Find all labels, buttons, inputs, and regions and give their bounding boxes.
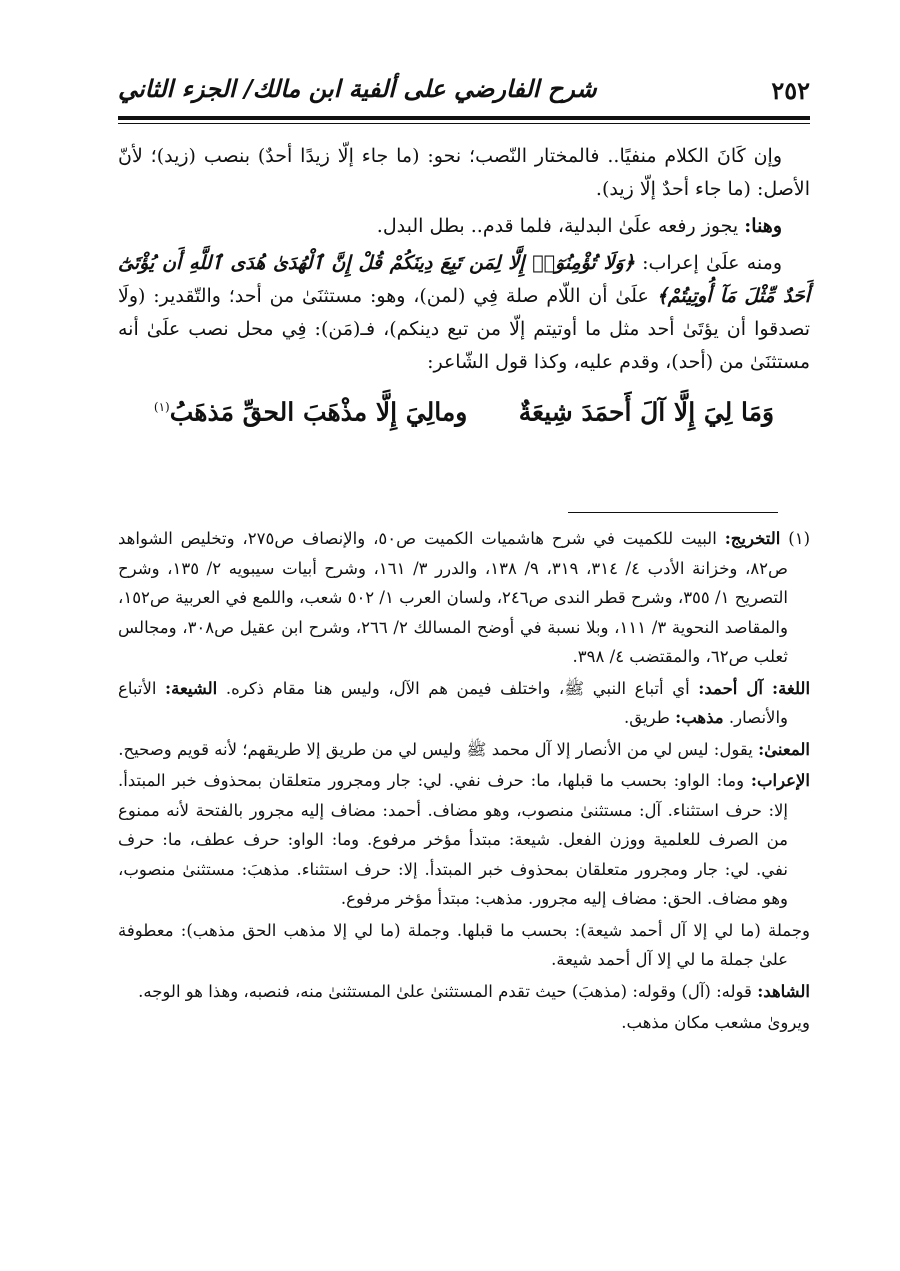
paragraph-huna — [118, 210, 810, 243]
irab-text: وما: الواو: بحسب ما قبلها، ما: حرف نفي. لي: جار ومجرور متعلقان بمحذوف خبر المبتدأ. إلا: حرف استثناء. آل: مستثنىٰ منصوب، وهو مضاف. أحمد: مضاف إليه مجرور بالفتحة لأنه ممنوع من الصرف للعلمية ووزن الفعل. شيعة: مبتدأ مؤخر مرفوع. وما: الواو: حرف عطف، ما: حرف نفي. لي: جار ومجرور متعلقان بمحذوف خبر المبتدأ. إلا: حرف استثناء. مذهبَ: مستثنىٰ منصوب، وهو مضاف. الحق: مضاف إليه مجرور. مذهب: مبتدأ مؤخر مرفوع. — [118, 771, 788, 908]
main-text — [118, 140, 810, 428]
text-explanation: علَىٰ أن اللّام صلة فِي (لمن)، وهو: مستثنَىٰ من أحد؛ والتّقدير: (ولَا تصدقوا أن يؤتَىٰ أحد مثل ما أوتيتم إلّا من تبع دينكم)، فـ(مَن): فِي محل نصب علَىٰ أنه مستثنَىٰ من (أحد)، وقدم عليه، وكذا قول الشّاعر: — [118, 285, 810, 373]
verse-first-hemistich: وَمَا لِيَ إِلَّا آلَ أَحمَدَ شِيعَةٌ — [518, 397, 775, 427]
footnote-marker[interactable]: (١) — [153, 400, 170, 414]
paragraph-nafy: وإن كَانَ الكلام منفيًا.. فالمختار النّصب؛ نحو: (ما جاء إلّا زيدًا أحدٌ) بنصب (زيد)؛ لأنّ الأصل: (ما جاء أحدٌ إلّا زيد). — [118, 145, 810, 200]
footnote-takhrij — [118, 524, 810, 672]
text-huna: يجوز رفعه علَىٰ البدلية، فلما قدم.. بطل البدل. — [376, 215, 739, 237]
jumla-text: وجملة (ما لي إلا آل أحمد شيعة): بحسب ما قبلها. وجملة (ما لي إلا مذهب الحق مذهب): معطوفة علىٰ جملة ما لي إلا آل أحمد شيعة. — [118, 920, 810, 969]
label-huna: وهنا: — [744, 215, 782, 237]
maana-label: المعنىٰ: — [758, 739, 810, 759]
footnote-maana — [118, 735, 810, 765]
maana-text: يقول: ليس لي من الأنصار إلا آل محمد ﷺ وليس لي من طريق إلا طريقهم؛ لأنه قويم وصحيح. — [118, 739, 753, 759]
riwaya-text: ويروىٰ مشعب مكان مذهب. — [621, 1013, 810, 1032]
takhrij-label: التخريج: — [724, 529, 781, 548]
lugha-label: اللغة: آل أحمد: — [698, 678, 811, 698]
footnote-separator — [568, 512, 778, 513]
shahid-text: قوله: (آل) وقوله: (مذهبَ) حيث تقدم المستثنىٰ علىٰ المستثنىٰ منه، فنصبه، وهذا هو الوجه. — [138, 981, 752, 1001]
quran-verse: ﴿وَلَا تُؤْمِنُوٓا۟ إِلَّا لِمَن تَبِعَ دِينَكُمْ قُلْ إِنَّ ٱلْهُدَىٰ هُدَى ٱللَّهِ أَن يُؤْتَىٰٓ أَحَدٌ مِّثْلَ مَآ أُوتِيتُمْ﴾ — [118, 252, 810, 307]
page-header — [118, 68, 810, 118]
footnote-shahid — [118, 977, 810, 1007]
footnote-irab — [118, 766, 810, 914]
lugha-label-shia: الشيعة: — [165, 678, 218, 698]
footnote-number: (١) — [788, 529, 811, 548]
verse-second-hemistich: ومالِيَ إِلَّا مذْهَبَ الحقِّ مَذهَبُ — [169, 397, 468, 427]
footnote-riwaya — [118, 1008, 810, 1038]
header-rule-thick — [118, 116, 810, 120]
footnote-jumla — [118, 916, 810, 975]
shahid-label: الشاهد: — [757, 981, 810, 1001]
lugha-text-3: طريق. — [624, 708, 670, 727]
poetry-verse — [118, 391, 810, 428]
takhrij-text: البيت للكميت في شرح هاشميات الكميت ص٥٠، والإنصاف ص٢٧٥، وتخليص الشواهد ص٨٢، وخزانة الأدب ٤/ ٣١٤، ٣١٩، ٩/ ١٣٨، والدرر ٣/ ١٦١، وشرح أبيات سيبويه ٢/ ١٣٥، وشرح التصريح ١/ ٣٥٥، وشرح قطر الندى ص٢٤٦، ولسان العرب ١/ ٥٠٢ شعب، واللمع في العربية ص١٥٢، والمقاصد النحوية ٣/ ١١١، وبلا نسبة في أوضح المسالك ٢/ ٢٦٦، وشرح ابن عقيل ص٣٠٨، ومجالس ثعلب ص٦٢، والمقتضب ٤/ ٣٩٨. — [118, 529, 788, 666]
footnote-lugha — [118, 674, 810, 733]
lugha-label-madhhab: مذهب: — [675, 708, 724, 727]
lugha-text-1: أي أتباع النبي ﷺ، واختلف فيمن هم الآل، وليس هنا مقام ذكره. — [225, 678, 690, 698]
header-rule-thin — [118, 123, 810, 124]
lead-irab: ومنه علَىٰ إعراب: — [642, 252, 782, 274]
irab-label: الإعراب: — [750, 771, 811, 790]
lugha-text-2: الأتباع والأنصار. — [118, 678, 788, 727]
page-number: ٢٥٢ — [771, 76, 810, 105]
book-title: شرح الفارضي على ألفية ابن مالك/ الجزء الثاني — [118, 74, 597, 103]
footnotes-section — [118, 524, 810, 1040]
paragraph-quran-example — [118, 247, 810, 379]
